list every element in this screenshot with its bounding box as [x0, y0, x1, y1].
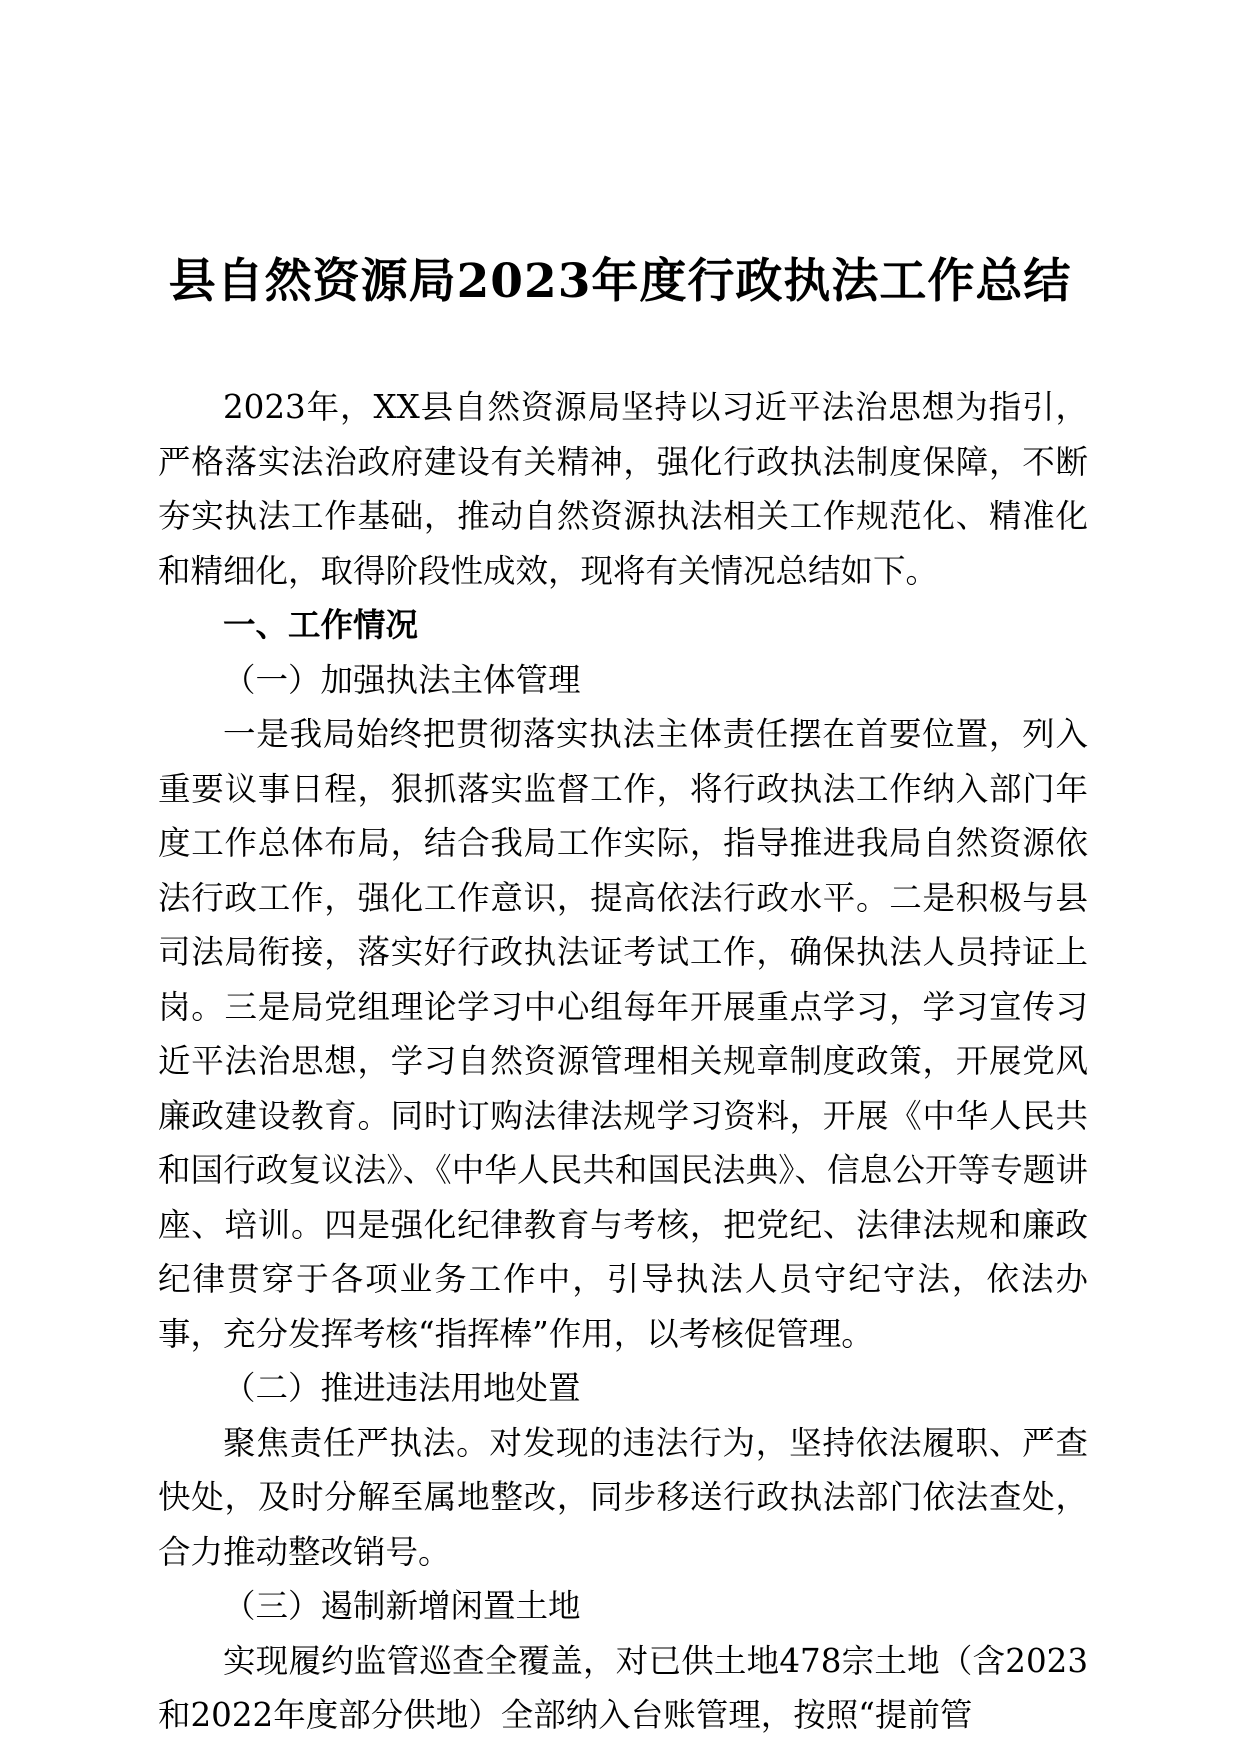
- body-paragraph: 实现履约监管巡查全覆盖，对已供土地478宗土地（含2023和2022年度部分供地）全部纳入台账管理，按照“提前管: [158, 1641, 1088, 1734]
- intro-paragraph: 2023年，XX县自然资源局坚持以习近平法治思想为指引，严格落实法治政府建设有关精神，强化行政执法制度保障，不断夯实执法工作基础，推动自然资源执法相关工作规范化、精准化和精细化，取得阶段性成效，现将有关情况总结如下。: [158, 388, 1088, 590]
- document-body: [158, 380, 1088, 1743]
- subsection-heading: （一）加强执法主体管理: [223, 660, 581, 699]
- section-heading: 一、工作情况: [223, 606, 419, 644]
- subsection-heading: （三）遏制新增闲置土地: [223, 1587, 581, 1625]
- body-paragraph: 一是我局始终把贯彻落实执法主体责任摆在首要位置，列入重要议事日程，狠抓落实监督工作，将行政执法工作纳入部门年度工作总体布局，结合我局工作实际，指导推进我局自然资源依法行政工作，强化工作意识，提高依法行政水平。二是积极与县司法局衔接，落实好行政执法证考试工作，确保执法人员持证上岗。三是局党组理论学习中心组每年开展重点学习，学习宣传习近平法治思想，学习自然资源管理相关规章制度政策，开展党风廉政建设教育。同时订购法律法规学习资料，开展《中华人民共和国行政复议法》、《中华人民共和国民法典》、信息公开等专题讲座、培训。四是强化纪律教育与考核，把党纪、法律法规和廉政纪律贯穿于各项业务工作中，引导执法人员守纪守法，依法办事，充分发挥考核“指挥棒”作用，以考核促管理。: [158, 715, 1088, 1353]
- document-title: 县自然资源局2023年度行政执法工作总结: [168, 254, 1072, 309]
- subsection-heading: （二）推进违法用地处置: [223, 1369, 581, 1407]
- body-paragraph: 聚焦责任严执法。对发现的违法行为，坚持依法履职、严查快处，及时分解至属地整改，同步移送行政执法部门依法查处，合力推动整改销号。: [158, 1423, 1088, 1571]
